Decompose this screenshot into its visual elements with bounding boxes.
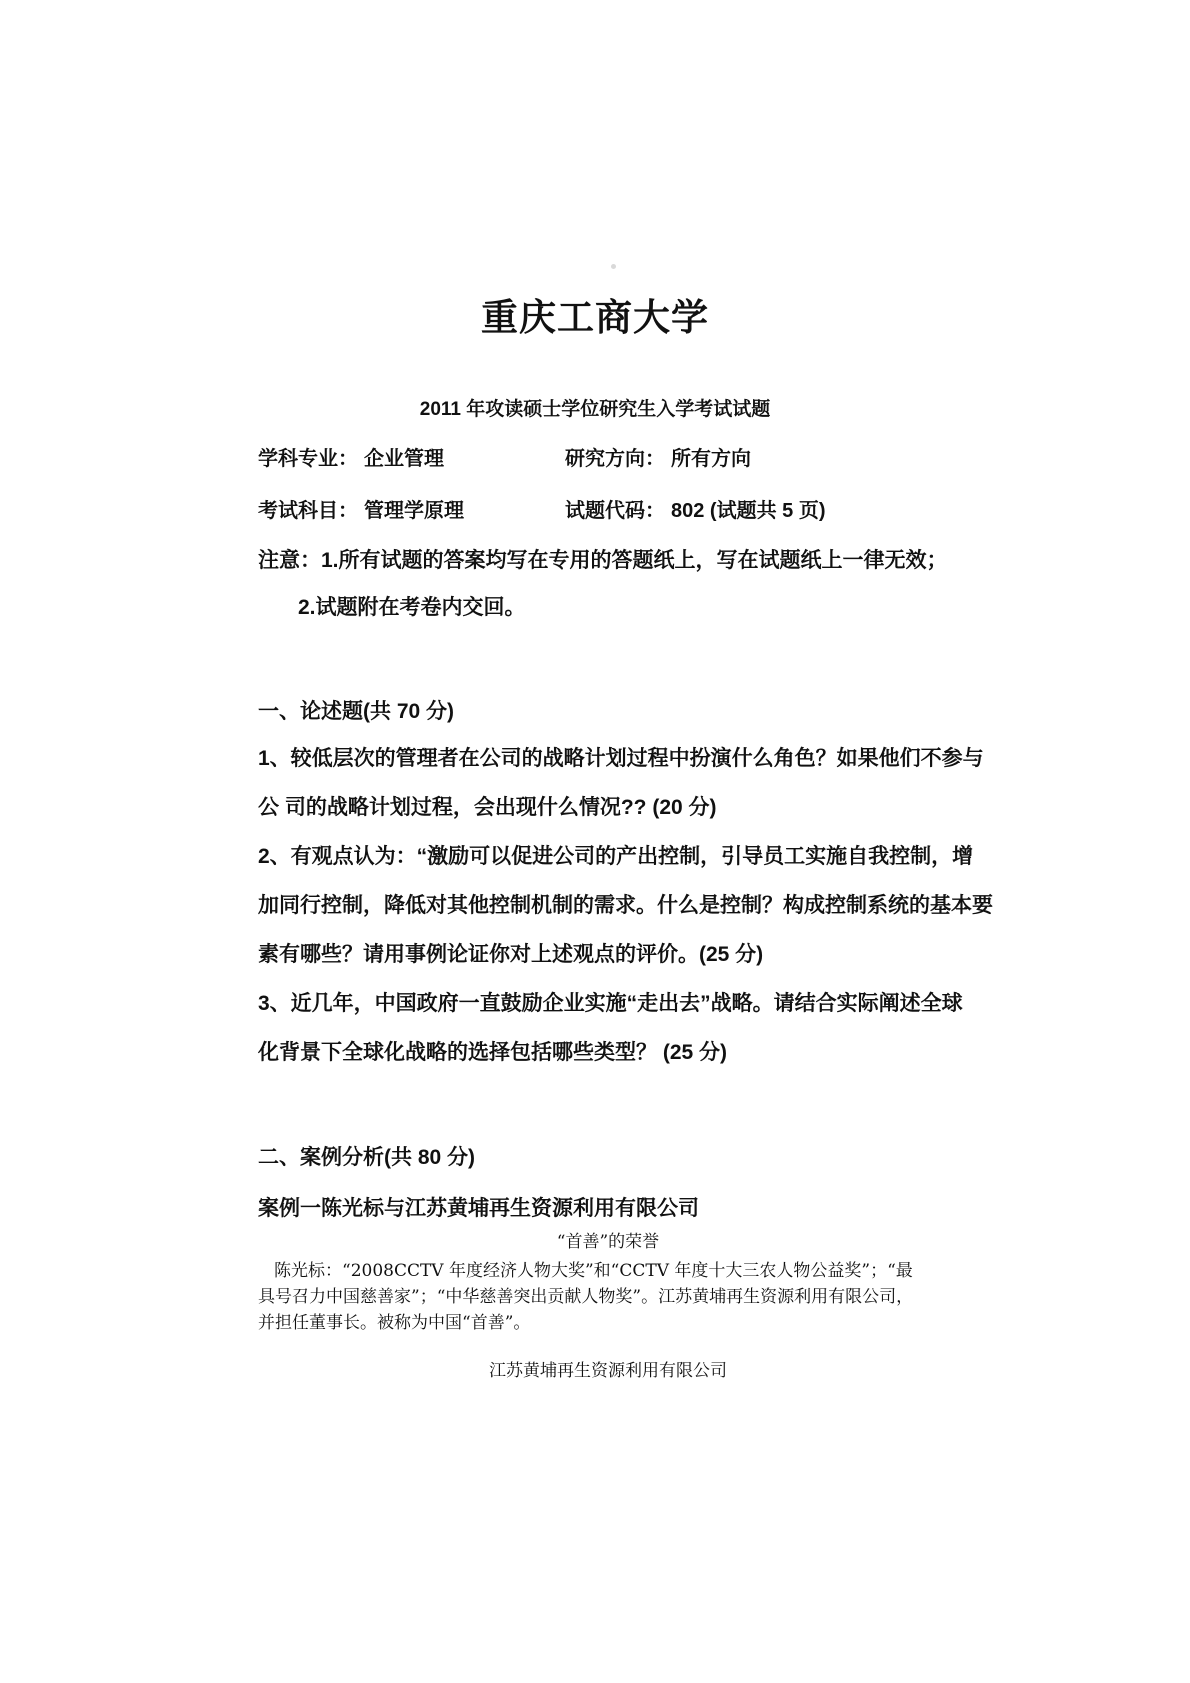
essay-questions: [258, 734, 993, 1077]
question-1-line-1: 1、较低层次的管理者在公司的战略计划过程中扮演什么角色？如果他们不参与: [258, 747, 984, 770]
meta-major: [258, 446, 565, 472]
exam-notice: [258, 548, 958, 621]
case-paragraph-line-1: 陈光标：“2008CCTV 年度经济人物大奖”和“CCTV 年度十大三农人物公益奖”；“最: [274, 1261, 913, 1281]
exam-title: 2011 年攻读硕士学位研究生入学考试试题: [419, 399, 771, 420]
question-3-line-1: 3、近几年，中国政府一直鼓励企业实施“走出去”战略。请结合实际阐述全球: [258, 992, 963, 1015]
meta-row-1: [258, 446, 958, 472]
question-2-line-3: 素有哪些？请用事例论证你对上述观点的评价。(25 分): [258, 943, 764, 966]
notice-line-2: 2.试题附在考卷内交回。: [298, 596, 526, 619]
section-1-heading: 一、论述题(共 70 分): [258, 700, 455, 723]
exam-meta: [258, 446, 958, 524]
meta-major-value: 企业管理: [364, 448, 444, 470]
case-study-paragraph: [258, 1258, 958, 1336]
case-paragraph-line-3: 并担任董事长。被称为中国“首善”。: [258, 1313, 531, 1333]
question-2-line-1: 2、有观点认为：“激励可以促进公司的产出控制，引导员工实施自我控制，增: [258, 845, 974, 868]
case-paragraph-line-2: 具号召力中国慈善家”；“中华慈善突出贡献人物奖”。江苏黄埔再生资源利用有限公司，: [258, 1287, 914, 1307]
meta-subject-value: 管理学原理: [364, 500, 464, 522]
company-caption: 江苏黄埔再生资源利用有限公司: [489, 1361, 727, 1381]
meta-major-label: 学科专业：: [258, 448, 358, 470]
university-title: 重庆工商大学: [481, 297, 709, 338]
meta-direction-value: 所有方向: [671, 448, 751, 470]
meta-code: [565, 498, 958, 524]
meta-direction-label: 研究方向：: [565, 448, 665, 470]
meta-code-label: 试题代码：: [565, 500, 665, 522]
meta-subject-label: 考试科目：: [258, 500, 358, 522]
question-3-line-2: 化背景下全球化战略的选择包括哪些类型？ (25 分): [258, 1041, 728, 1064]
meta-code-value: 802 (试题共 5 页): [671, 500, 826, 522]
stray-print-artifact: [611, 264, 616, 269]
section-2-heading: 二、案例分析(共 80 分): [258, 1146, 476, 1169]
question-1-line-2: 公 司的战略计划过程，会出现什么情况?? (20 分): [258, 796, 717, 819]
meta-direction: [565, 446, 958, 472]
notice-line-1: 注意：1.所有试题的答案均写在专用的答题纸上，写在试题纸上一律无效；: [258, 549, 948, 572]
document-body: [0, 446, 993, 1384]
question-2-line-2: 加同行控制，降低对其他控制机制的需求。什么是控制？构成控制系统的基本要: [258, 894, 993, 917]
case-study-subtitle: “首善”的荣誉: [556, 1232, 660, 1252]
meta-subject: [258, 498, 565, 524]
case-study-title: 案例一陈光标与江苏黄埔再生资源利用有限公司: [258, 1197, 699, 1220]
meta-row-2: [258, 498, 958, 524]
